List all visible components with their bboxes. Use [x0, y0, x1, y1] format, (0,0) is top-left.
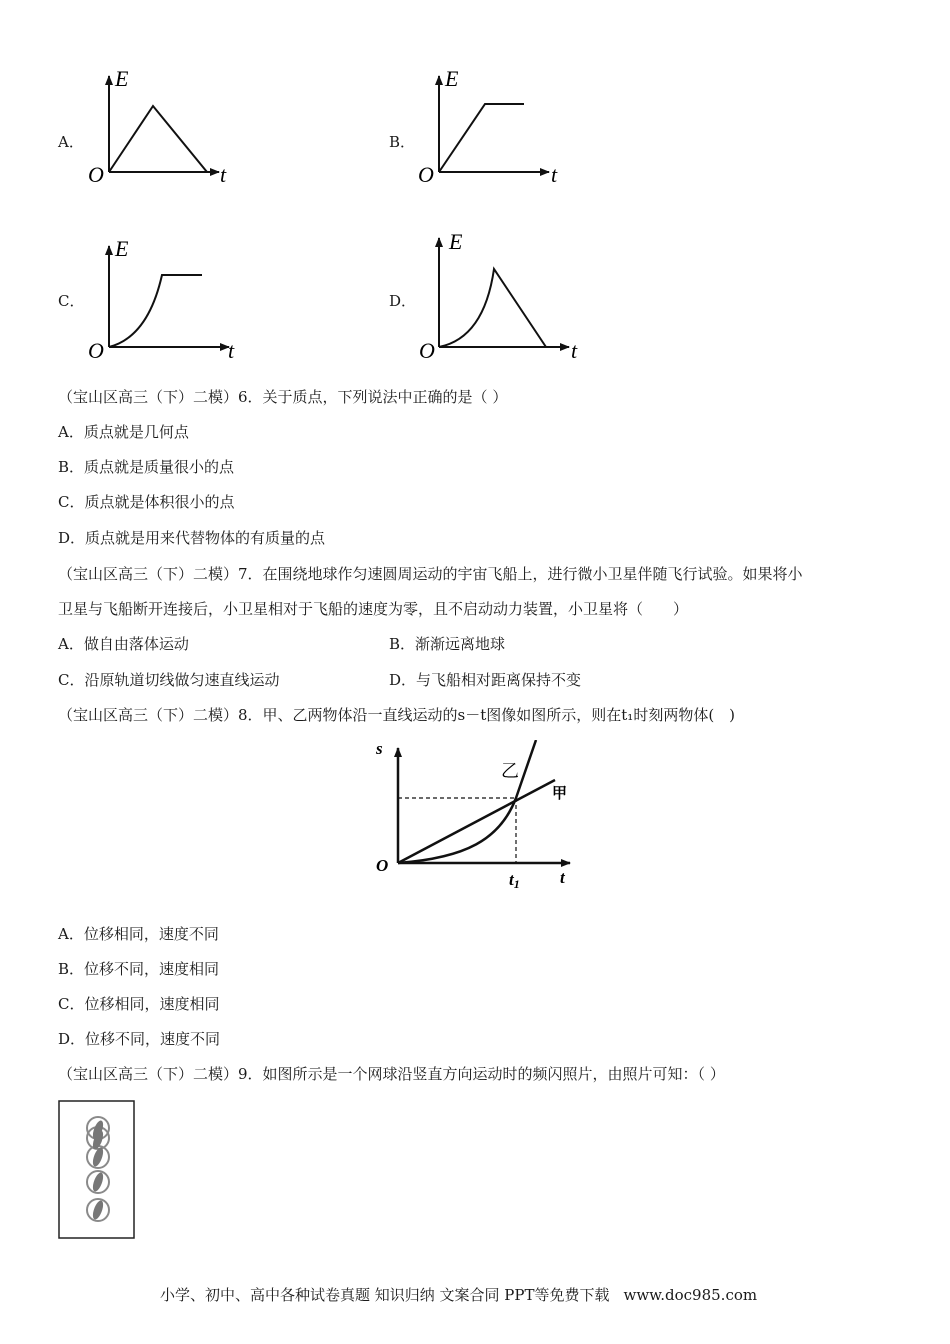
graph-b: [416, 64, 576, 189]
footer-url[interactable]: www.doc985.com: [623, 1286, 758, 1304]
graph-a-curve: [109, 106, 207, 172]
q9-strobe-photo: [58, 1100, 136, 1240]
graph-c-x-label: t: [228, 338, 235, 363]
graph-a: [84, 64, 244, 189]
q7-option-c: C．沿原轨道切线做匀速直线运动: [58, 671, 280, 689]
graph-b-x-label: t: [551, 162, 558, 187]
q8-origin: O: [376, 856, 389, 875]
q8-stem: （宝山区高三（下）二模）8．甲、乙两物体沿一直线运动的s－t图像如图所示，则在t₁时刻两物体( ): [58, 706, 736, 724]
q7-stem-line2: 卫星与飞船断开连接后，小卫星相对于飞船的速度为零，且不启动动力装置，小卫星将（ ）: [58, 600, 689, 618]
graph-a-x-label: t: [220, 162, 227, 187]
q8-st-graph: [370, 740, 585, 892]
graph-c: [84, 234, 244, 364]
graph-b-y-label: E: [445, 66, 459, 91]
q8-option-c: C．位移相同，速度相同: [58, 995, 220, 1013]
q7-stem-line1: （宝山区高三（下）二模）7．在围绕地球作匀速圆周运动的宇宙飞船上，进行微小卫星伴随飞行试验。如果将小: [58, 565, 803, 583]
q8-t-label: t: [560, 868, 565, 887]
q8-line-yi: [398, 740, 536, 863]
q7-option-a: A．做自由落体运动: [58, 635, 189, 653]
graph-d-curve: [439, 269, 546, 347]
q8-option-b: B．位移不同，速度相同: [58, 960, 220, 978]
q8-option-d: D．位移不同，速度不同: [58, 1030, 221, 1048]
q6-stem: （宝山区高三（下）二模）6．关于质点，下列说法中正确的是（ ）: [58, 388, 508, 406]
graph-c-origin: O: [88, 338, 104, 363]
page-footer: [160, 1284, 757, 1305]
graph-d: [416, 228, 586, 364]
graph-c-y-label: E: [115, 236, 129, 261]
graph-b-curve: [439, 104, 524, 172]
q8-t1-label: t1: [509, 870, 520, 891]
graph-b-origin: O: [418, 162, 434, 187]
q9-stem: （宝山区高三（下）二模）9．如图所示是一个网球沿竖直方向运动时的频闪照片，由照片可知：（ ）: [58, 1065, 725, 1083]
q6-option-a: A．质点就是几何点: [58, 423, 189, 441]
graph-d-y-label: E: [449, 229, 463, 254]
q8-option-a: A．位移相同，速度不同: [58, 925, 219, 943]
graph-a-label: A．: [58, 133, 84, 151]
q7-option-b: B．渐渐远离地球: [389, 635, 506, 653]
graph-b-label: B．: [389, 133, 416, 151]
q8-s-label: s: [376, 740, 383, 758]
graph-a-origin: O: [88, 162, 104, 187]
graph-d-origin: O: [419, 338, 435, 363]
graph-d-label: D．: [389, 292, 417, 310]
q6-option-d: D．质点就是用来代替物体的有质量的点: [58, 529, 326, 547]
graph-c-label: C．: [58, 292, 85, 310]
q8-label-yi: 乙: [501, 761, 519, 781]
q8-line-jia: [398, 780, 555, 863]
graph-c-curve: [109, 275, 202, 347]
q6-option-b: B．质点就是质量很小的点: [58, 458, 235, 476]
graph-a-y-label: E: [115, 66, 129, 91]
graph-d-x-label: t: [571, 338, 578, 363]
q6-option-c: C．质点就是体积很小的点: [58, 493, 235, 511]
q8-label-jia: 甲: [552, 786, 568, 802]
q7-option-d: D．与飞船相对距离保持不变: [389, 671, 582, 689]
footer-text: 小学、初中、高中各种试卷真题 知识归纳 文案合同 PPT等免费下载: [160, 1286, 610, 1304]
